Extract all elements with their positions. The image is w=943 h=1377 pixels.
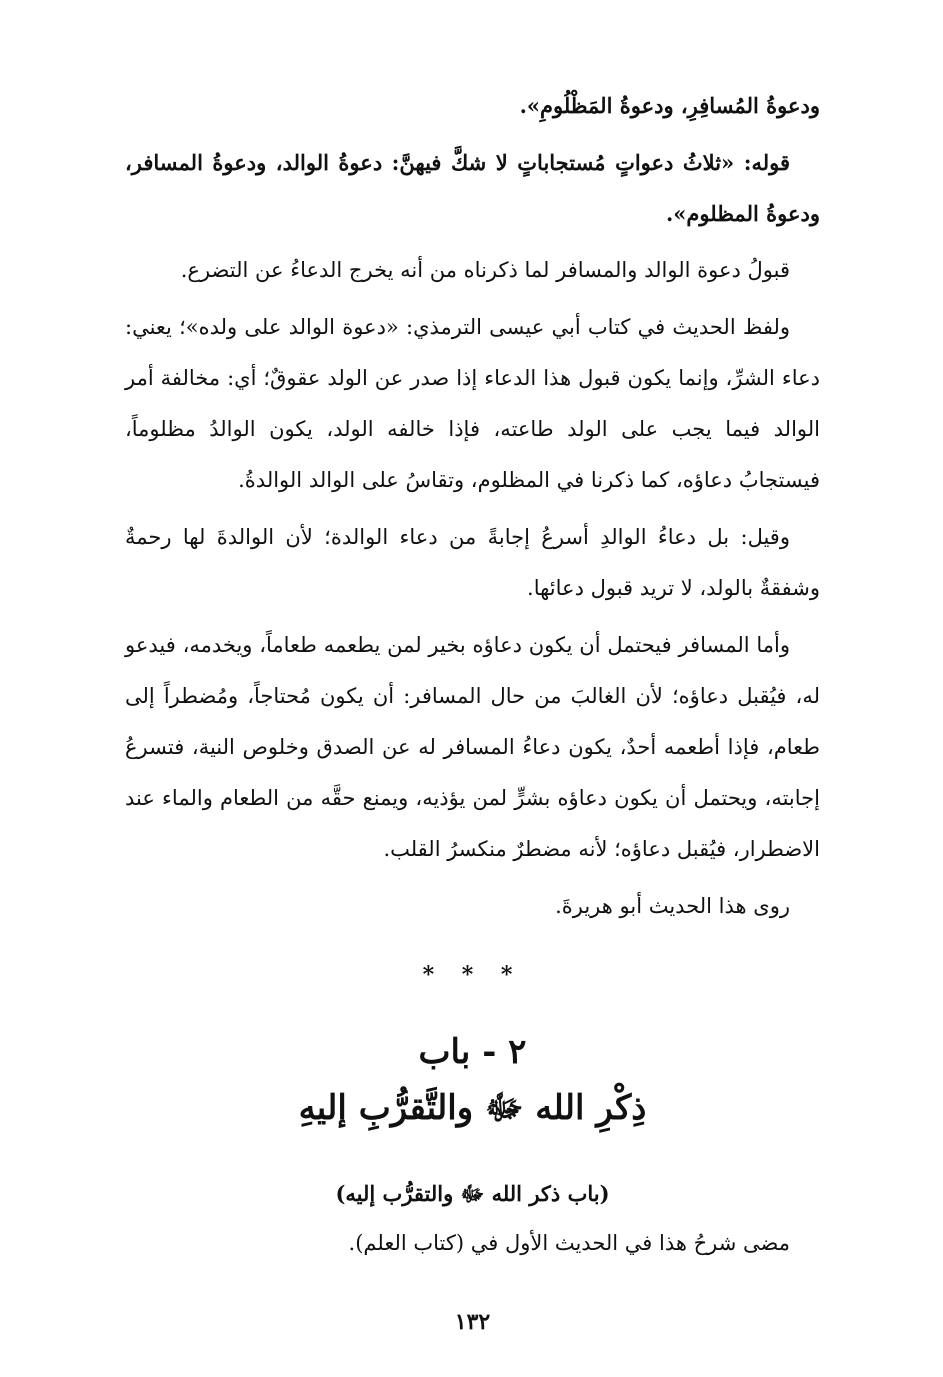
paragraph-3: قبولُ دعوة الوالد والمسافر لما ذكرناه من أنه يخرج الدعاءُ عن التضرع. <box>180 258 790 282</box>
chapter-subtitle: (باب ذكر الله ﷻ والتقرُّب إليه) <box>335 1181 610 1206</box>
paragraph-1: ودعوةُ المُسافِرِ، ودعوةُ المَظْلُومِ». <box>519 93 820 118</box>
paragraph-6: وأما المسافر فيحتمل أن يكون دعاؤه بخير لمن يطعمه طعاماً، ويخدمه، فيدعو له، فيُقبل دعاؤه؛ لأن الغالبَ من حال المسافر: أن يكون مُحتاجاً، ومُضطراً إلى طعام، فإذا أطعمه أحدٌ، يكون دعاءُ المسافر له عن الصدق وخلوص النية، فتسرعُ إجابته، ويحتمل أن يكون دعاؤه بشرٍّ لمن يؤذيه، ويمنع حقَّه من الطعام والماء عند الاضطرار، فيُقبل دعاؤه؛ لأنه مضطرٌ منكسرُ القلب. <box>125 633 820 861</box>
page-content <box>125 80 820 1335</box>
paragraph-7: روى هذا الحديث أبو هريرةَ. <box>555 894 790 918</box>
paragraph-4: ولفظ الحديث في كتاب أبي عيسى الترمذي: «دعوة الوالد على ولده»؛ يعني: دعاء الشرِّ، وإنما يكون قبول هذا الدعاء إذا صدر عن الولد عقوقٌ؛ أي: مخالفة أمر الوالد فيما يجب على الولد طاعته، فإذا خالفه الولد، يكون الوالدُ مظلوماً، فيستجابُ دعاؤه، كما ذكرنا في المظلوم، وتقاسُ على الوالد الوالدةُ. <box>125 315 820 492</box>
chapter-title: ذِكْرِ الله ﷻ والتَّقرُّبِ إليهِ <box>298 1088 647 1128</box>
chapter-number: ٢ - باب <box>418 1032 527 1072</box>
closing-paragraph: مضى شرحُ هذا في الحديث الأول في (كتاب العلم). <box>348 1231 790 1255</box>
paragraph-5: وقيل: بل دعاءُ الوالدِ أسرعُ إجابةً من دعاء الوالدة؛ لأن الوالدةَ لها رحمةٌ وشفقةٌ بالولد، لا تريد قبول دعائها. <box>125 525 820 600</box>
page-number: ١٣٢ <box>454 1309 491 1335</box>
paragraph-2: قوله: «ثلاثُ دعواتٍ مُستجاباتٍ لا شكَّ فيهنَّ: دعوةُ الوالد، ودعوةُ المسافر، ودعوةُ المظلوم». <box>125 150 820 226</box>
section-separator: * * * <box>422 962 523 988</box>
